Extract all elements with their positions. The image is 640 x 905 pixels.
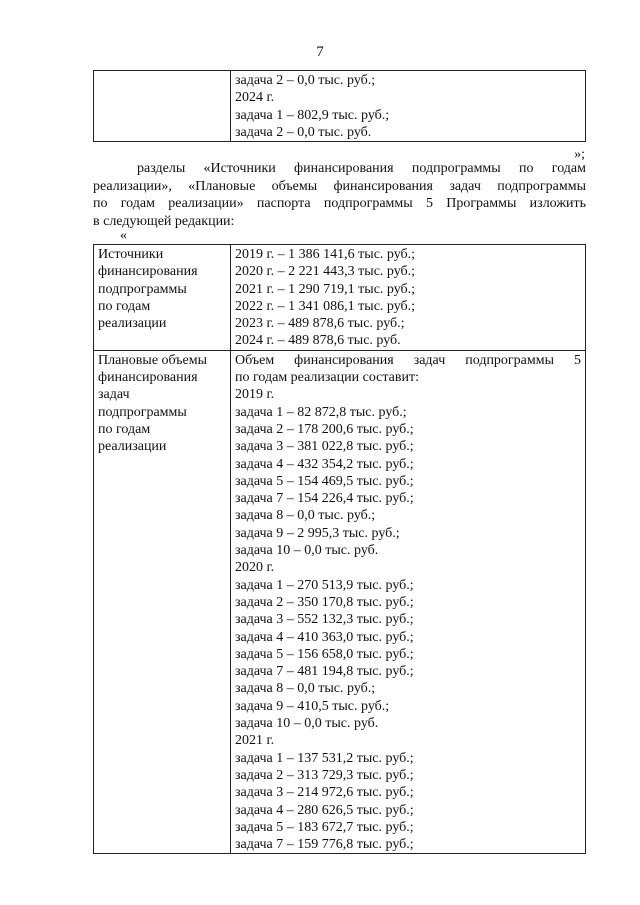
task-line: задача 5 – 183 672,7 тыс. руб.; xyxy=(235,819,414,835)
year-heading: 2021 г. xyxy=(235,733,275,749)
value-line: задача 1 – 802,9 тыс. руб.; xyxy=(235,107,390,123)
planned-lines-list xyxy=(235,386,581,853)
task-line: задача 2 – 313 729,3 тыс. руб.; xyxy=(235,767,414,783)
value-line: 2021 г. – 1 290 719,1 тыс. руб.; xyxy=(235,281,416,297)
label-line: по годам xyxy=(98,298,151,314)
planned-volumes-values xyxy=(231,350,586,854)
task-line: задача 8 – 0,0 тыс. руб.; xyxy=(235,508,376,524)
intro-line: Объем финансирования задач подпрограммы 5 xyxy=(235,352,581,368)
amendment-paragraph xyxy=(93,160,586,230)
task-line: задача 3 – 381 022,8 тыс. руб.; xyxy=(235,439,414,455)
label-line: Плановые объемы xyxy=(98,352,208,368)
task-line: задача 7 – 154 226,4 тыс. руб.; xyxy=(235,491,414,507)
task-line: задача 2 – 178 200,6 тыс. руб.; xyxy=(235,421,414,437)
value-line: 2024 г. – 489 878,6 тыс. руб. xyxy=(235,333,401,349)
value-line: задача 2 – 0,0 тыс. руб.; xyxy=(235,73,376,88)
closing-quote: »; xyxy=(574,147,585,162)
label-line: задач xyxy=(98,387,130,403)
continued-table xyxy=(93,70,586,142)
year-heading: 2019 г. xyxy=(235,387,275,403)
paragraph-line: по годам реализации» паспорта подпрограммы 5 Программы изложить xyxy=(93,196,586,212)
label-line: финансирования xyxy=(98,264,198,280)
task-line: задача 5 – 156 658,0 тыс. руб.; xyxy=(235,646,414,662)
paragraph-line: разделы «Источники финансирования подпрограммы по годам xyxy=(137,161,586,176)
label-line: по годам xyxy=(98,421,151,437)
continued-values-cell xyxy=(231,71,586,142)
passport-table xyxy=(93,244,586,854)
value-line: 2024 г. xyxy=(235,90,275,106)
value-line: 2019 г. – 1 386 141,6 тыс. руб.; xyxy=(235,247,416,262)
task-line: задача 7 – 481 194,8 тыс. руб.; xyxy=(235,664,414,680)
funding-sources-label xyxy=(94,245,231,351)
task-line: задача 4 – 410 363,0 тыс. руб.; xyxy=(235,629,414,645)
task-line: задача 9 – 410,5 тыс. руб.; xyxy=(235,698,390,714)
task-line: задача 8 – 0,0 тыс. руб.; xyxy=(235,681,376,697)
value-line: 2023 г. – 489 878,6 тыс. руб.; xyxy=(235,316,405,332)
paragraph-line: реализации», «Плановые объемы финансирования задач подпрограммы xyxy=(93,178,586,194)
value-line: 2022 г. – 1 341 086,1 тыс. руб.; xyxy=(235,298,416,314)
year-heading: 2020 г. xyxy=(235,560,275,576)
task-line: задача 7 – 159 776,8 тыс. руб.; xyxy=(235,837,414,853)
task-line: задача 3 – 214 972,6 тыс. руб.; xyxy=(235,785,414,801)
value-line: 2020 г. – 2 221 443,3 тыс. руб.; xyxy=(235,264,416,280)
task-line: задача 10 – 0,0 тыс. руб. xyxy=(235,716,379,732)
opening-quote: « xyxy=(120,228,127,243)
label-line: Источники xyxy=(98,247,164,262)
label-line: реализации xyxy=(98,439,167,455)
label-line: финансирования xyxy=(98,370,198,386)
empty-cell xyxy=(94,71,231,142)
task-line: задача 9 – 2 995,3 тыс. руб.; xyxy=(235,525,400,541)
value-line: задача 2 – 0,0 тыс. руб. xyxy=(235,124,372,140)
page-number: 7 xyxy=(316,44,324,60)
label-line: реализации xyxy=(98,316,167,332)
label-line: подпрограммы xyxy=(98,404,187,420)
funding-sources-values xyxy=(231,245,586,351)
task-line: задача 4 – 280 626,5 тыс. руб.; xyxy=(235,802,414,818)
task-line: задача 2 – 350 170,8 тыс. руб.; xyxy=(235,594,414,610)
task-line: задача 4 – 432 354,2 тыс. руб.; xyxy=(235,456,414,472)
paragraph-line: в следующей редакции: xyxy=(93,213,235,229)
table-row xyxy=(94,350,586,854)
table-row xyxy=(94,71,586,142)
intro-line: по годам реализации составит: xyxy=(235,370,419,386)
task-line: задача 1 – 270 513,9 тыс. руб.; xyxy=(235,577,414,593)
table-row xyxy=(94,245,586,351)
planned-volumes-label xyxy=(94,350,231,854)
label-line: подпрограммы xyxy=(98,281,187,297)
task-line: задача 1 – 137 531,2 тыс. руб.; xyxy=(235,750,414,766)
task-line: задача 5 – 154 469,5 тыс. руб.; xyxy=(235,473,414,489)
task-line: задача 10 – 0,0 тыс. руб. xyxy=(235,543,379,559)
task-line: задача 3 – 552 132,3 тыс. руб.; xyxy=(235,612,414,628)
task-line: задача 1 – 82 872,8 тыс. руб.; xyxy=(235,404,407,420)
